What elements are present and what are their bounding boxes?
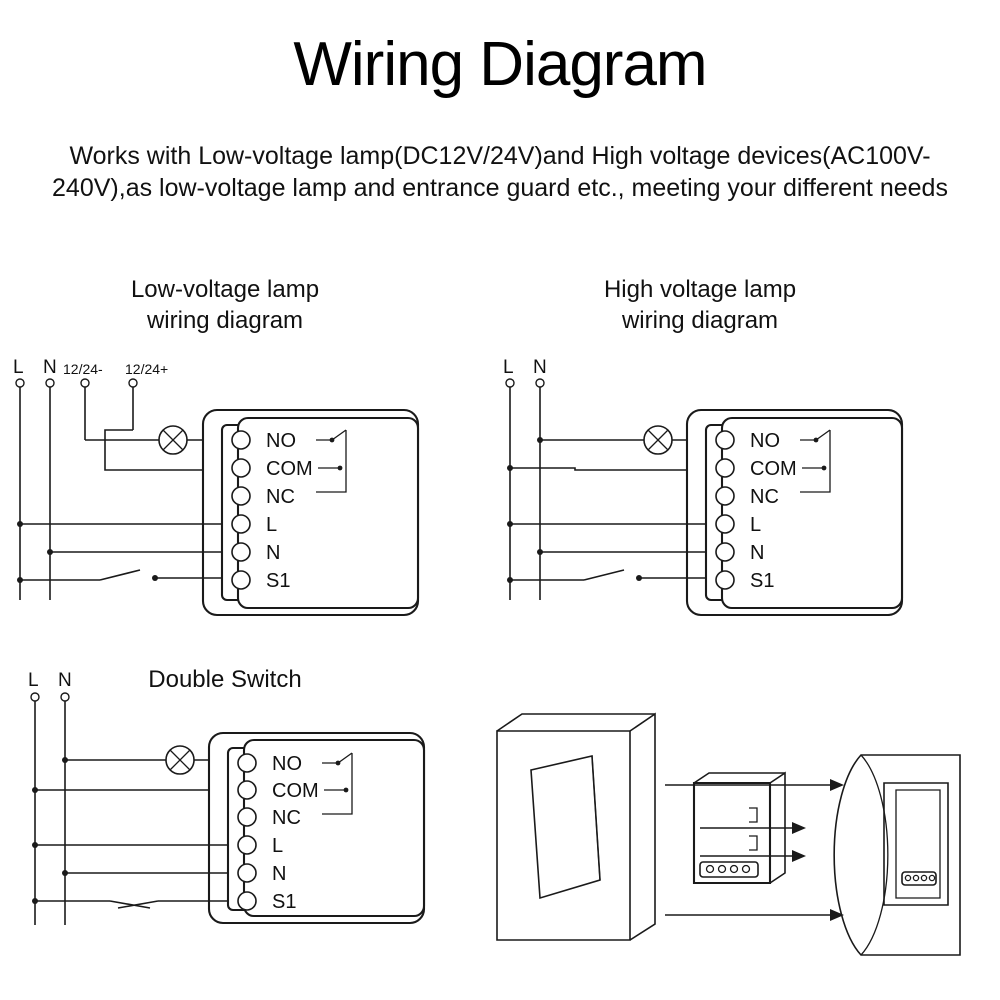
supply-label-L: L xyxy=(13,357,24,378)
supply-label-L: L xyxy=(503,357,514,378)
supply-label-L: L xyxy=(28,670,39,691)
caption-line-2: wiring diagram xyxy=(621,306,779,334)
terminal-label-L: L xyxy=(750,514,762,536)
supply-label-N: N xyxy=(58,670,72,691)
supply-label-N: N xyxy=(43,357,57,378)
terminal-label-S1: S1 xyxy=(750,570,775,592)
terminal-label-L: L xyxy=(266,514,278,536)
terminal-label-NC: NC xyxy=(266,486,295,508)
terminal-label-NO: NO xyxy=(272,753,302,775)
terminal-label-L: L xyxy=(272,835,284,857)
supply-label-N: N xyxy=(533,357,547,378)
terminal-label-N: N xyxy=(266,542,281,564)
terminal-label-COM: COM xyxy=(272,780,319,802)
terminal-label-NC: NC xyxy=(272,807,301,829)
page-subtitle: Works with Low-voltage lamp(DC12V/24V)and High voltage devices(AC100V-240V),as low-voltage lamp and entrance guard etc., meeting your different needs xyxy=(52,142,948,202)
caption-line-1: Low-voltage lamp xyxy=(130,276,320,303)
terminal-label-NO: NO xyxy=(750,430,780,452)
terminal-label-NO: NO xyxy=(266,430,296,452)
caption-line-1: Double Switch xyxy=(148,666,302,693)
supply-label-12-24-minus: 12/24- xyxy=(63,361,103,377)
terminal-label-S1: S1 xyxy=(272,891,297,913)
caption-line-1: High voltage lamp xyxy=(603,276,797,303)
terminal-label-N: N xyxy=(750,542,765,564)
terminal-label-N: N xyxy=(272,863,287,885)
terminal-label-COM: COM xyxy=(266,458,313,480)
terminal-label-S1: S1 xyxy=(266,570,291,592)
terminal-label-NC: NC xyxy=(750,486,779,508)
page-title: Wiring Diagram xyxy=(293,30,707,99)
caption-line-2: wiring diagram xyxy=(146,306,304,334)
supply-label-12-24-plus: 12/24+ xyxy=(125,361,169,377)
terminal-label-COM: COM xyxy=(750,458,797,480)
